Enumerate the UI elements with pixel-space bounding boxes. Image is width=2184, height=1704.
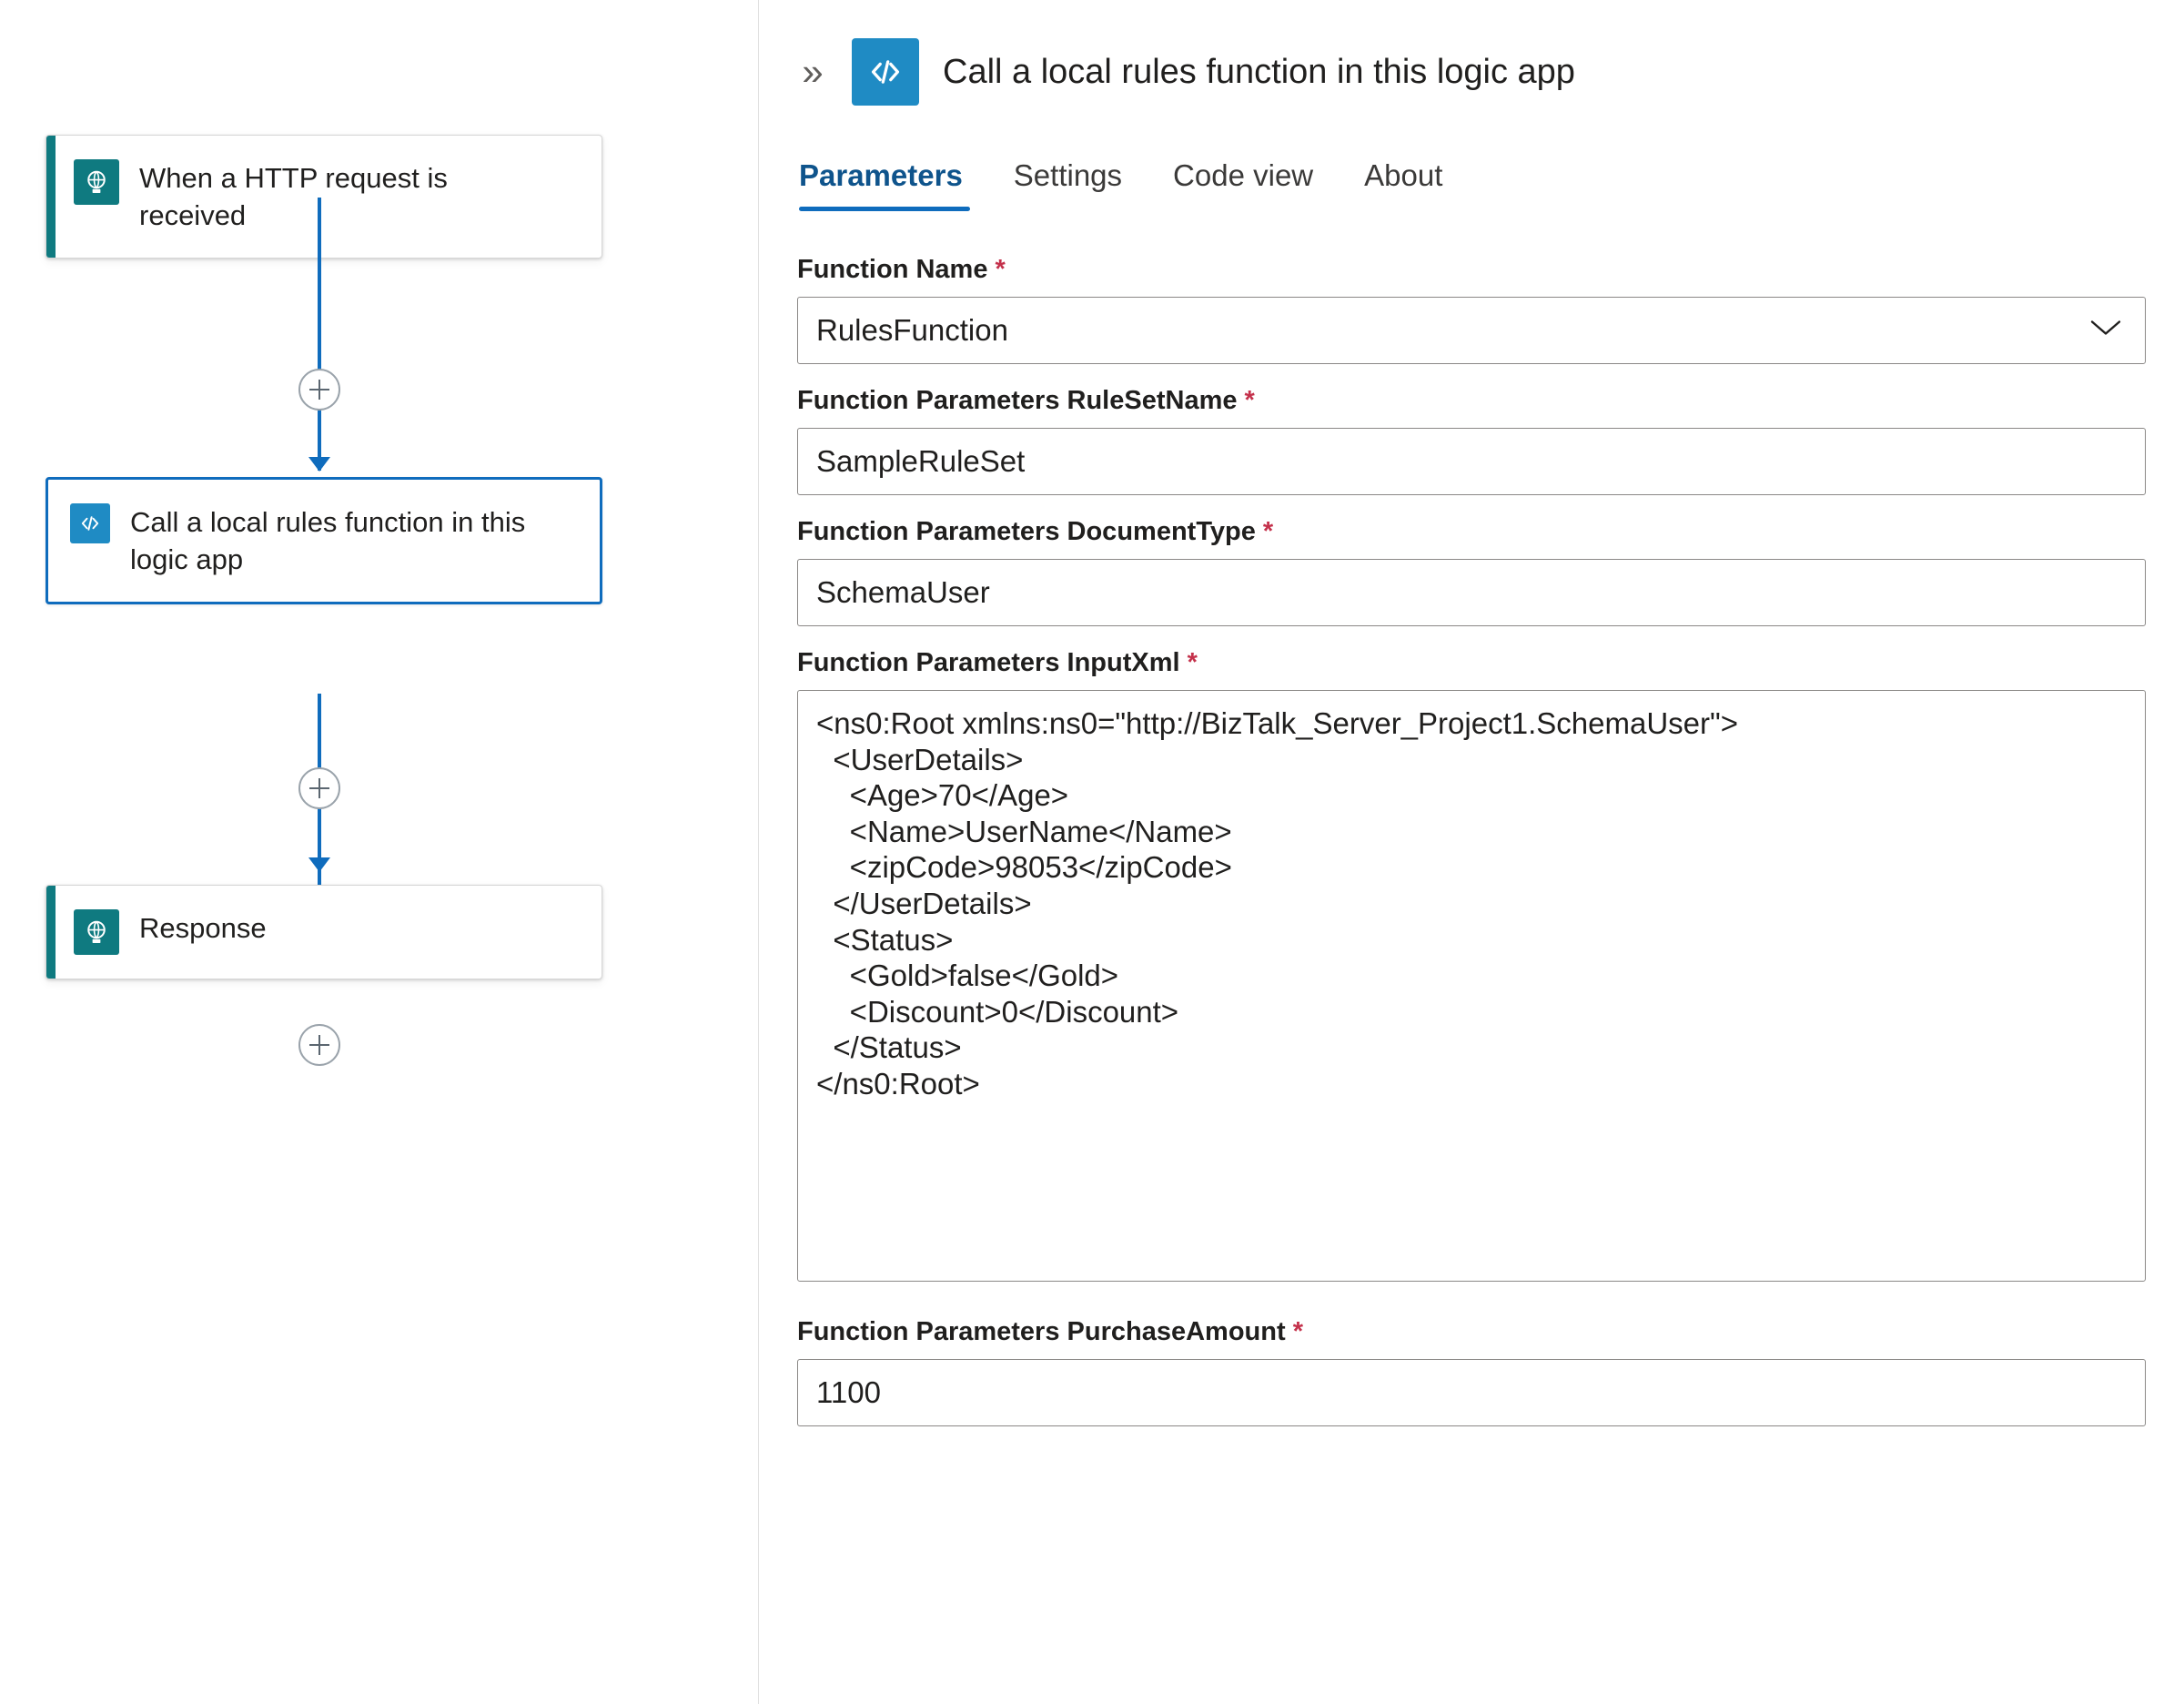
field-rule-set-name [797,386,2146,495]
code-brackets-icon [852,38,919,106]
action-details-panel [759,0,2184,1704]
tab-parameters[interactable]: Parameters [797,158,988,211]
tab-code-view[interactable]: Code view [1173,158,1314,192]
tab-about[interactable]: About [1364,158,1443,192]
field-label-text: Function Parameters DocumentType [797,517,1256,546]
response-globe-icon [74,909,119,955]
field-input-xml [797,648,2146,1286]
add-step-button-3[interactable] [298,1024,340,1066]
required-marker: * [1262,517,1274,546]
node-accent-bar [46,136,56,258]
connector-2-arrow [308,857,330,872]
required-marker: * [995,255,1006,284]
field-label [797,255,2146,285]
input-xml-textarea[interactable] [797,690,2146,1282]
http-request-icon [74,159,119,205]
workflow-canvas[interactable] [0,0,759,1704]
required-marker: * [1187,648,1198,677]
panel-header [759,0,2184,106]
code-brackets-icon [70,503,110,543]
node-label: Response [139,912,267,944]
document-type-input[interactable] [797,559,2146,626]
purchase-amount-input[interactable] [797,1359,2146,1426]
required-marker: * [1244,386,1255,415]
function-name-input[interactable] [797,297,2146,364]
node-accent-bar [46,886,56,979]
field-document-type [797,517,2146,626]
field-label [797,1317,2146,1347]
workflow-node-response[interactable] [46,885,602,979]
double-chevron-right-icon[interactable]: » [802,50,824,93]
field-function-name [797,255,2146,364]
workflow-node-http-trigger[interactable] [46,135,602,259]
add-step-button-2[interactable] [298,767,340,809]
tab-settings[interactable]: Settings [1013,158,1123,192]
field-label-text: Function Parameters PurchaseAmount [797,1317,1286,1346]
field-label-text: Function Parameters RuleSetName [797,386,1238,415]
field-label-text: Function Name [797,255,988,284]
workflow-node-rules-function[interactable] [46,477,602,604]
rule-set-name-input[interactable] [797,428,2146,495]
connector-1-arrow [308,457,330,472]
required-marker: * [1292,1317,1303,1346]
page-title: Call a local rules function in this logic app [943,52,1575,91]
parameters-form [759,255,2184,1426]
field-label-text: Function Parameters InputXml [797,648,1180,677]
connector-1 [318,198,321,471]
field-label [797,386,2146,416]
node-label: When a HTTP request is received [139,162,448,232]
field-label [797,648,2146,678]
field-label [797,517,2146,547]
add-step-button-1[interactable] [298,369,340,411]
node-label: Call a local rules function in this logic app [130,506,526,576]
field-purchase-amount [797,1317,2146,1426]
panel-tabs[interactable] [797,158,2184,211]
